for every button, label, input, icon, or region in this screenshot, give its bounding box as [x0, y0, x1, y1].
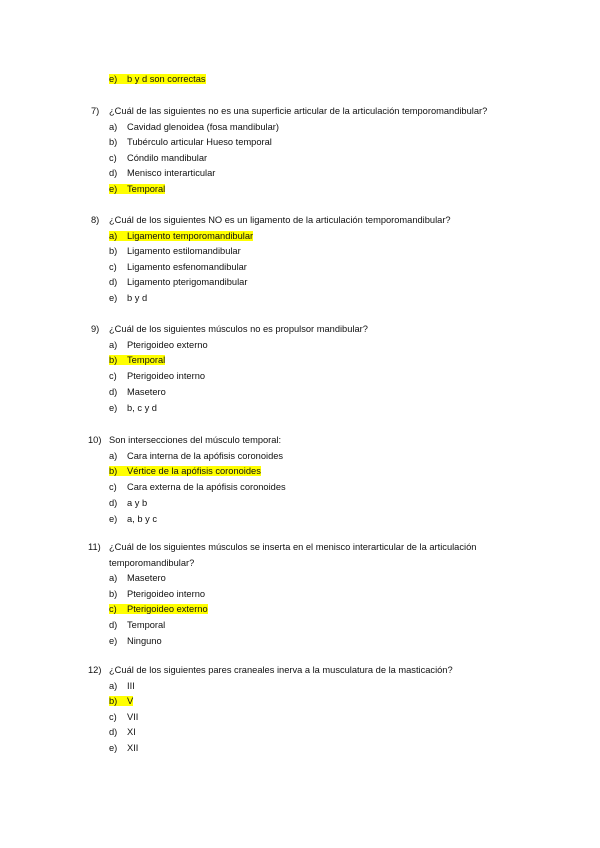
highlighted-answer — [109, 466, 261, 476]
answer-content — [109, 387, 166, 397]
question-number: 12) — [88, 665, 102, 675]
answer-content — [109, 482, 286, 492]
question-number: 9) — [91, 324, 100, 334]
answer-option — [109, 635, 162, 647]
option-text: Ninguno — [127, 635, 162, 646]
option-letter: e) — [109, 293, 118, 303]
answer-option — [109, 695, 133, 707]
answer-option — [109, 121, 279, 133]
option-letter: c) — [109, 371, 117, 382]
answer-option — [109, 183, 165, 195]
option-text: Pterigoideo externo — [127, 339, 208, 350]
answer-content — [109, 403, 157, 413]
option-text: Temporal — [127, 620, 166, 630]
option-letter: b) — [109, 355, 118, 366]
highlighted-answer — [109, 74, 206, 84]
option-letter: d) — [109, 498, 118, 508]
option-text: III — [127, 680, 135, 691]
answer-option — [109, 603, 208, 615]
option-text: Ligamento esfenomandibular — [127, 261, 247, 272]
answer-option — [109, 230, 253, 242]
highlighted-answer — [109, 184, 165, 194]
option-letter: a) — [109, 450, 118, 461]
answer-content — [109, 712, 138, 722]
answer-option — [109, 136, 272, 148]
option-letter: a) — [109, 573, 118, 584]
option-text: Cavidad glenoidea (fosa mandibular) — [127, 121, 279, 132]
option-letter: b) — [109, 588, 118, 599]
answer-option — [109, 276, 247, 288]
answer-option — [109, 711, 138, 723]
answer-option — [109, 588, 205, 600]
option-letter: a) — [109, 339, 118, 350]
option-letter: b) — [109, 696, 118, 707]
option-text: Cóndilo mandibular — [127, 152, 208, 163]
question-number: 11) — [88, 542, 101, 552]
answer-content — [109, 514, 157, 524]
answer-content — [109, 727, 136, 737]
option-letter: e) — [109, 742, 118, 753]
answer-content — [109, 340, 208, 350]
answer-option — [109, 73, 206, 85]
answer-option — [109, 450, 283, 462]
highlighted-answer — [109, 231, 253, 241]
option-text: Temporal — [127, 184, 166, 194]
option-text: Menisco interarticular — [127, 168, 216, 179]
option-text: Pterigoideo externo — [127, 604, 208, 615]
answer-content — [109, 681, 135, 691]
question-text: ¿Cuál de los siguientes pares craneales inerva a la musculatura de la masticación? — [109, 665, 453, 675]
answer-content — [109, 371, 205, 381]
answer-content — [109, 153, 207, 163]
question-number: 8) — [91, 215, 100, 225]
answer-content — [109, 636, 162, 646]
option-letter: b) — [109, 246, 118, 257]
option-letter: d) — [109, 277, 118, 288]
answer-option — [109, 742, 138, 754]
option-letter: d) — [109, 168, 118, 179]
highlighted-answer — [109, 604, 208, 614]
answer-option — [109, 726, 136, 738]
highlighted-answer — [109, 355, 165, 365]
question-text: ¿Cuál de los siguientes músculos no es propulsor mandibular? — [109, 324, 368, 334]
option-letter: b) — [109, 137, 118, 148]
answer-content — [109, 743, 138, 753]
option-text: V — [127, 696, 134, 707]
option-text: Vértice de la apófisis coronoides — [127, 466, 261, 477]
option-text: XII — [127, 742, 139, 753]
option-letter: a) — [109, 680, 118, 691]
option-letter: c) — [109, 604, 117, 615]
answer-option — [109, 245, 241, 257]
option-text: Masetero — [127, 573, 166, 584]
answer-content — [109, 620, 165, 630]
option-letter: e) — [109, 184, 118, 194]
option-letter: c) — [109, 711, 117, 722]
option-letter: e) — [109, 513, 118, 524]
option-letter: c) — [109, 152, 117, 163]
option-text: Pterigoideo interno — [127, 588, 206, 599]
answer-option — [109, 402, 157, 414]
answer-option — [109, 619, 165, 631]
answer-content — [109, 498, 147, 508]
answer-content — [109, 137, 272, 147]
answer-option — [109, 513, 157, 525]
answer-option — [109, 261, 247, 273]
answer-option — [109, 354, 165, 366]
answer-option — [109, 339, 208, 351]
option-text: Ligamento pterigomandibular — [127, 277, 248, 288]
option-letter: c) — [109, 261, 117, 272]
option-letter: e) — [109, 74, 118, 84]
option-text: Ligamento estilomandibular — [127, 246, 241, 257]
option-text: Temporal — [127, 355, 166, 366]
question-text: temporomandibular? — [109, 557, 195, 568]
answer-option — [109, 292, 147, 304]
answer-option — [109, 465, 261, 477]
option-text: a, b y c — [127, 513, 157, 524]
answer-option — [109, 386, 166, 398]
option-text: b, c y d — [127, 402, 157, 413]
question-text: ¿Cuál de los siguientes NO es un ligamento de la articulación temporomandibular? — [109, 215, 451, 225]
answer-content — [109, 168, 215, 178]
answer-content — [109, 246, 241, 256]
answer-option — [109, 481, 286, 493]
answer-content — [109, 277, 247, 287]
option-text: Pterigoideo interno — [127, 371, 206, 382]
option-text: VII — [127, 711, 139, 722]
answer-option — [109, 572, 166, 584]
option-text: b y d — [127, 293, 148, 303]
question-number: 10) — [88, 435, 102, 445]
option-letter: c) — [109, 482, 117, 493]
option-text: Masetero — [127, 387, 166, 397]
option-letter: d) — [109, 387, 118, 397]
option-letter: e) — [109, 635, 118, 646]
option-letter: a) — [109, 121, 118, 132]
answer-option — [109, 167, 215, 179]
option-text: Tubérculo articular Hueso temporal — [127, 137, 272, 148]
option-text: Cara interna de la apófisis coronoides — [127, 450, 284, 461]
answer-option — [109, 497, 147, 509]
option-text: Ligamento temporomandibular — [127, 230, 254, 241]
option-text: b y d son correctas — [127, 74, 206, 84]
option-letter: d) — [109, 727, 118, 738]
answer-content — [109, 293, 147, 303]
question-text: ¿Cuál de las siguientes no es una superficie articular de la articulación temporomandibular? — [109, 106, 488, 116]
answer-option — [109, 680, 135, 692]
option-letter: a) — [109, 230, 118, 241]
answer-content — [109, 573, 166, 583]
answer-content — [109, 451, 283, 461]
option-letter: b) — [109, 466, 118, 477]
question-text: ¿Cuál de los siguientes músculos se inserta en el menisco interarticular de la articulación — [109, 542, 477, 552]
option-text: a y b — [127, 498, 148, 508]
option-text: Cara externa de la apófisis coronoides — [127, 482, 286, 493]
question-text: Son intersecciones del músculo temporal: — [109, 435, 282, 445]
question-number: 7) — [91, 106, 100, 116]
answer-content — [109, 262, 247, 272]
answer-option — [109, 152, 207, 164]
option-text: XI — [127, 727, 136, 738]
answer-content — [109, 589, 205, 599]
option-letter: e) — [109, 402, 118, 413]
answer-content — [109, 122, 279, 132]
option-letter: d) — [109, 620, 118, 630]
answer-option — [109, 370, 205, 382]
highlighted-answer — [109, 696, 133, 706]
